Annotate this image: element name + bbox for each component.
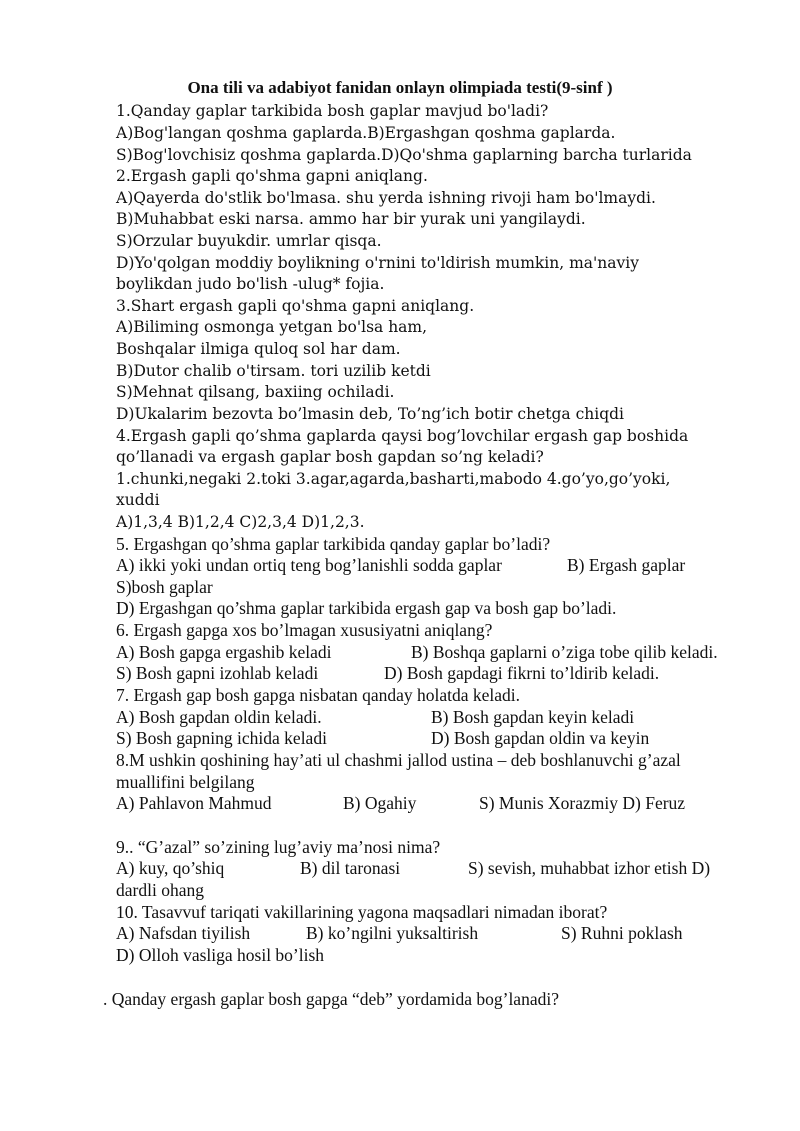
line-text: A) Nafsdan tiyilish bbox=[116, 923, 251, 943]
line-text: xuddi bbox=[116, 491, 160, 509]
line-text: A)Bog'langan qoshma gaplarda.B)Ergashgan qoshma gaplarda. bbox=[116, 124, 616, 142]
line-text: 6. Ergash gapga xos bo’lmagan xususiyatni aniqlang? bbox=[116, 620, 493, 640]
line-text: B)Muhabbat eski narsa. ammo har bir yurak uni yangilaydi. bbox=[116, 210, 586, 228]
line-text: muallifini belgilang bbox=[116, 772, 255, 792]
line-text: dardli ohang bbox=[116, 880, 204, 900]
line-text: 8.M ushkin qoshining hay’ati ul chashmi jallod ustina – deb boshlanuvchi g’azal bbox=[116, 750, 681, 770]
line-text: D)Ukalarim bezovta bo’lmasin deb, To’ng’ich botir chetga chiqdi bbox=[116, 405, 625, 423]
option-column-text: B) Ergash gaplar bbox=[567, 555, 686, 575]
line-text: S)Mehnat qilsang, baxiing ochiladi. bbox=[116, 383, 395, 401]
line-text: 7. Ergash gap bosh gapga nisbatan qanday holatda keladi. bbox=[116, 685, 521, 705]
line-text: boylikdan judo bo'lish -ulug* fojia. bbox=[116, 275, 385, 293]
line-text: S) Bosh gapning ichida keladi bbox=[116, 728, 327, 748]
line-text: B)Dutor chalib o'tirsam. tori uzilib ketdi bbox=[116, 362, 431, 380]
line-text: A) ikki yoki undan ortiq teng bog’lanishli sodda gaplar bbox=[116, 555, 502, 575]
option-column-text: S) Ruhni poklash bbox=[561, 923, 683, 943]
line-text: 2.Ergash gapli qo'shma gapni aniqlang. bbox=[116, 167, 428, 185]
line-text: Boshqalar ilmiga quloq sol har dam. bbox=[116, 340, 401, 358]
option-column-text: B) Ogahiy bbox=[343, 793, 417, 813]
page-title: Ona tili va adabiyot fanidan onlayn olimpiada testi(9-sinf ) bbox=[187, 78, 613, 97]
line-text: 9.. “G’azal” so’zining lug’aviy ma’nosi nima? bbox=[116, 837, 441, 857]
option-column-text: D) Bosh gapdagi fikrni to’ldirib keladi. bbox=[384, 663, 660, 683]
line-text: S)Orzular buyukdir. umrlar qisqa. bbox=[116, 232, 382, 250]
line-text: A) Bosh gapga ergashib keladi bbox=[116, 642, 332, 662]
option-column-text: D) Bosh gapdan oldin va keyin bbox=[431, 728, 650, 748]
line-text: 1.chunki,negaki 2.toki 3.agar,agarda,basharti,mabodo 4.go’yo,go’yoki, bbox=[116, 470, 671, 488]
line-text: S) Bosh gapni izohlab keladi bbox=[116, 663, 319, 683]
option-column-text: B) Bosh gapdan keyin keladi bbox=[431, 707, 635, 727]
line-text: 1.Qanday gaplar tarkibida bosh gaplar mavjud bo'ladi? bbox=[116, 102, 549, 120]
line-text: A) Bosh gapdan oldin keladi. bbox=[116, 707, 322, 727]
line-text: 5. Ergashgan qo’shma gaplar tarkibida qanday gaplar bo’ladi? bbox=[116, 534, 551, 554]
line-text: A) Pahlavon Mahmud bbox=[116, 793, 272, 813]
line-text: 10. Tasavvuf tariqati vakillarining yagona maqsadlari nimadan iborat? bbox=[116, 902, 608, 922]
line-text: qo’llanadi va ergash gaplar bosh gapdan so’ng keladi? bbox=[116, 448, 544, 466]
line-text: D) Olloh vasliga hosil bo’lish bbox=[116, 945, 325, 965]
line-text: S)bosh gaplar bbox=[116, 577, 213, 597]
option-column-text: S) sevish, muhabbat izhor etish D) bbox=[468, 858, 711, 878]
line-text: A)Qayerda do'stlik bo'lmasa. shu yerda ishning rivoji ham bo'lmaydi. bbox=[116, 189, 656, 207]
line-text: 3.Shart ergash gapli qo'shma gapni aniqlang. bbox=[116, 297, 475, 315]
option-column-text: B) dil taronasi bbox=[300, 858, 401, 878]
line-text: . Qanday ergash gaplar bosh gapga “deb” yordamida bog’lanadi? bbox=[103, 989, 559, 1009]
line-text: D)Yo'qolgan moddiy boylikning o'rnini to'ldirish mumkin, ma'naviy bbox=[116, 254, 639, 272]
line-text: A) kuy, qo’shiq bbox=[116, 858, 225, 878]
line-text: 4.Ergash gapli qo’shma gaplarda qaysi bog’lovchilar ergash gap boshida bbox=[116, 427, 689, 445]
line-text: D) Ergashgan qo’shma gaplar tarkibida ergash gap va bosh gap bo’ladi. bbox=[116, 598, 617, 618]
line-text: A)Biliming osmonga yetgan bo'lsa ham, bbox=[116, 318, 428, 336]
option-column-text: S) Munis Xorazmiy D) Feruz bbox=[479, 793, 686, 813]
option-column-text: B) Boshqa gaplarni o’ziga tobe qilib keladi. bbox=[411, 642, 718, 662]
option-column-text: B) ko’ngilni yuksaltirish bbox=[306, 923, 479, 943]
line-text: A)1,3,4 B)1,2,4 C)2,3,4 D)1,2,3. bbox=[116, 513, 365, 531]
line-text: S)Bog'lovchisiz qoshma gaplarda.D)Qo'shma gaplarning barcha turlarida bbox=[116, 146, 692, 164]
